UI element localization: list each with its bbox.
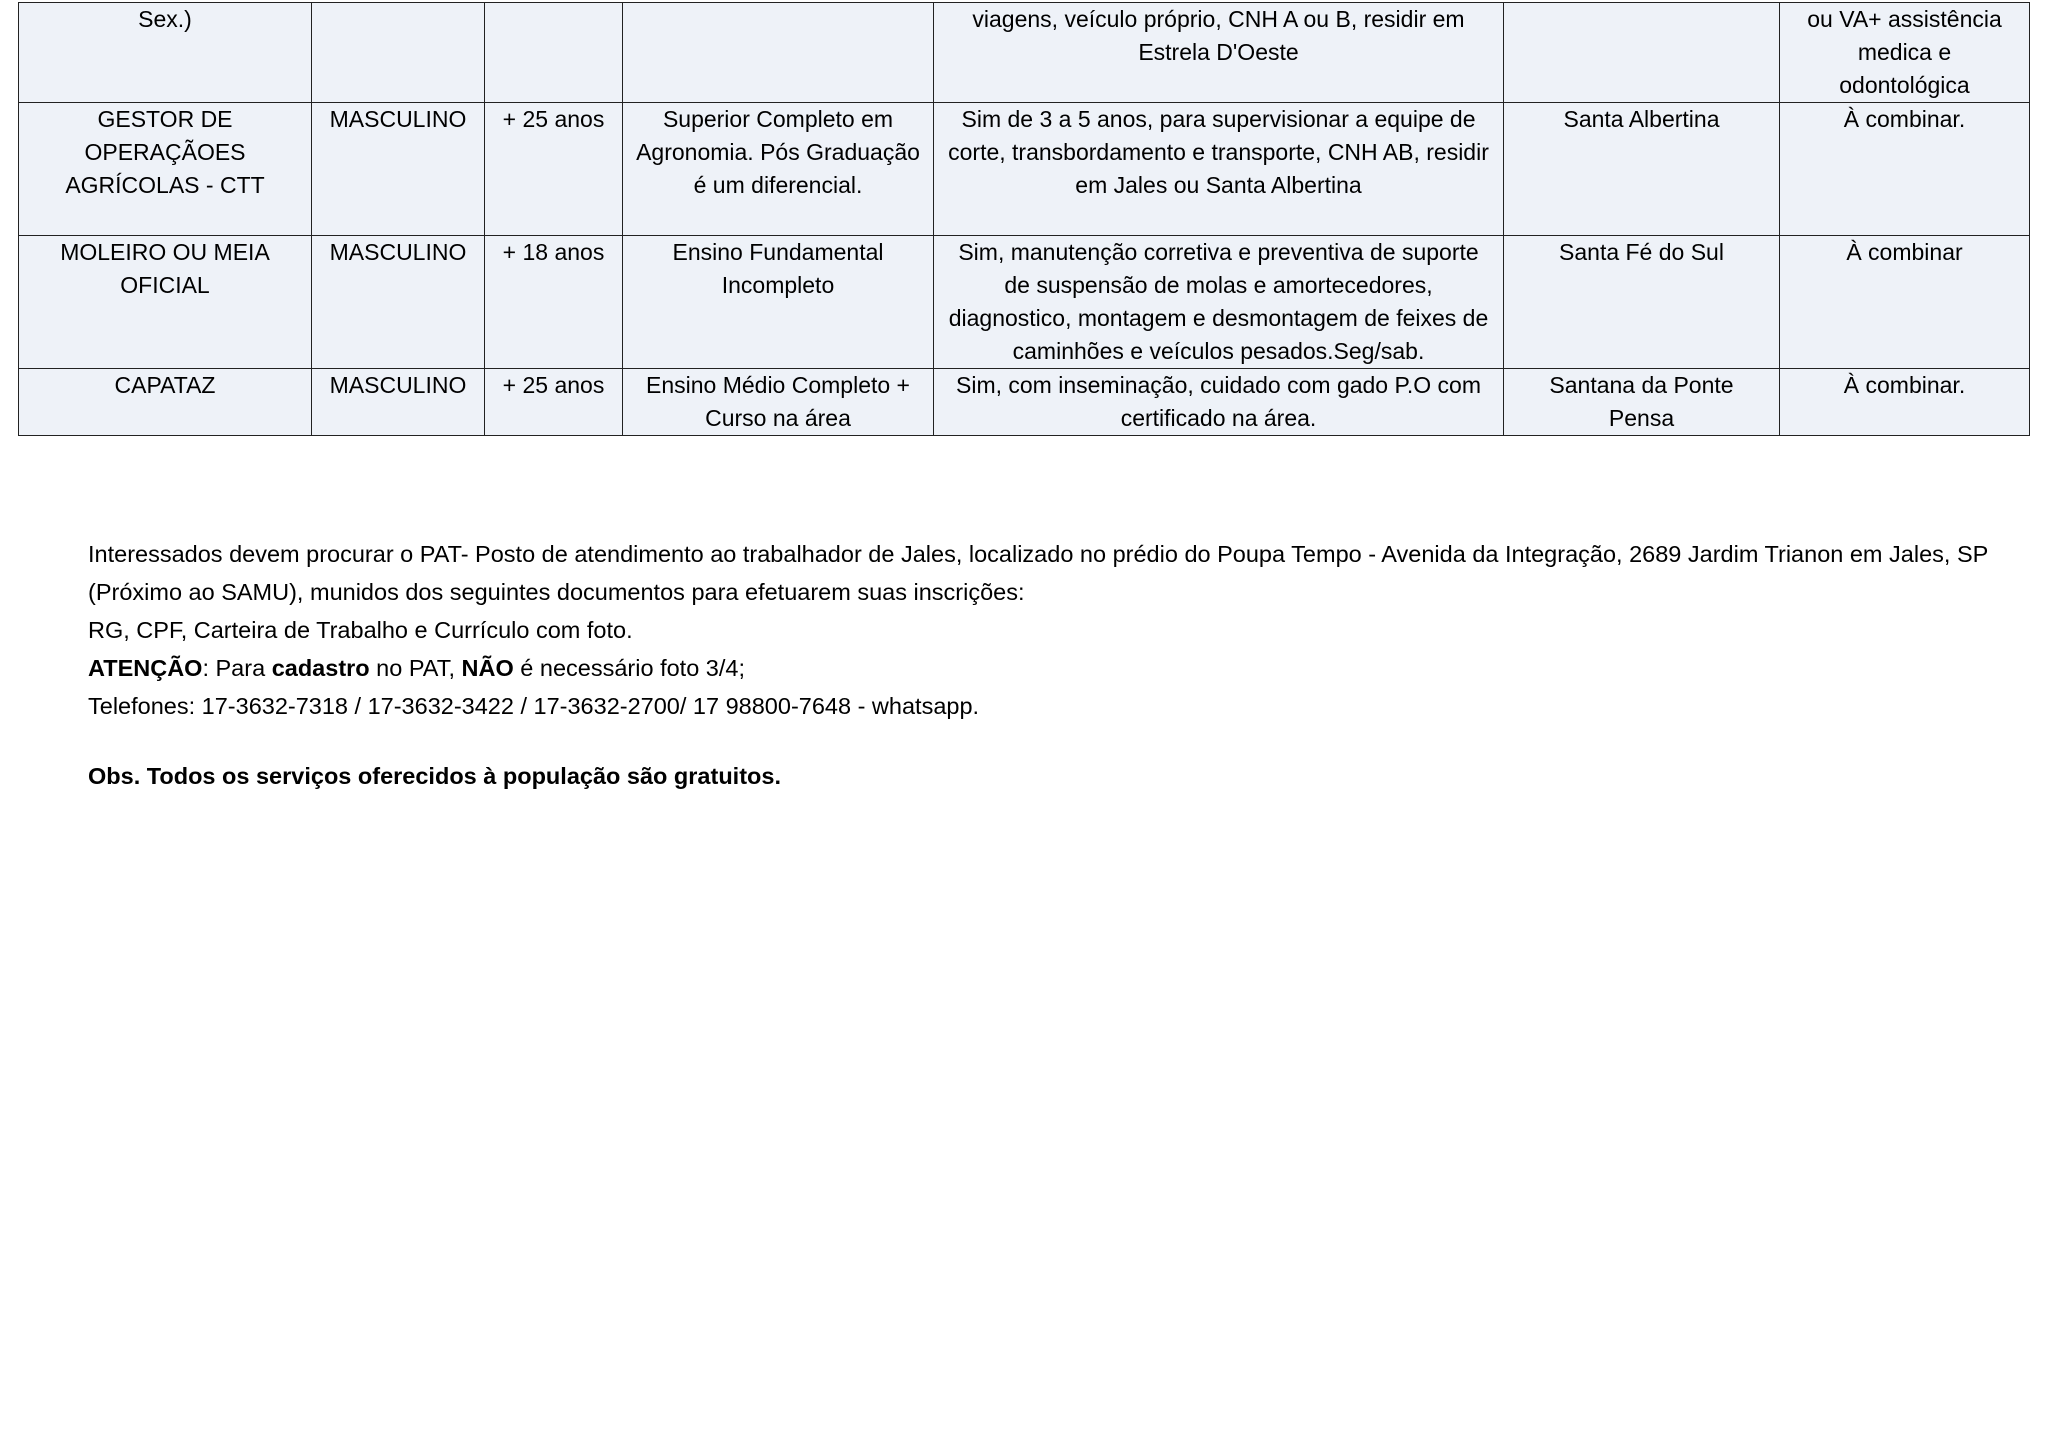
- cidade-cell: Santa Albertina: [1504, 103, 1780, 236]
- cargo-cell: Sex.): [19, 3, 312, 103]
- idade-cell: + 25 anos: [485, 369, 623, 436]
- cidade-cell: [1504, 3, 1780, 103]
- salario-cell: À combinar.: [1780, 369, 2030, 436]
- instructions-paragraph: Interessados devem procurar o PAT- Posto de atendimento ao trabalhador de Jales, localizado no prédio do Poupa Tempo - Avenida da Integração, 2689 Jardim Trianon em Jales, SP (Próximo ao SAMU), munidos dos seguintes documentos para efetuarem suas inscrições:: [88, 541, 1988, 605]
- attention-text: : Para: [202, 655, 272, 681]
- table-row: [19, 369, 2030, 436]
- table-row: [19, 103, 2030, 236]
- table-row: [19, 236, 2030, 369]
- idade-cell: [485, 3, 623, 103]
- sexo-cell: [312, 3, 485, 103]
- attention-bold-nao: NÃO: [461, 655, 514, 681]
- escolaridade-cell: Superior Completo em Agronomia. Pós Graduação é um diferencial.: [623, 103, 934, 236]
- idade-cell: + 25 anos: [485, 103, 623, 236]
- experiencia-cell: Sim de 3 a 5 anos, para supervisionar a equipe de corte, transbordamento e transporte, CNH AB, residir em Jales ou Santa Albertina: [934, 103, 1504, 236]
- cidade-cell: Santana da Ponte Pensa: [1504, 369, 1780, 436]
- job-listings-table: [18, 2, 2030, 436]
- salario-cell: À combinar: [1780, 236, 2030, 369]
- obs-line: [88, 757, 1988, 795]
- phones-line: Telefones: 17-3632-7318 / 17-3632-3422 / 17-3632-2700/ 17 98800-7648 - whatsapp.: [88, 693, 980, 719]
- spacer: [88, 725, 1988, 757]
- cargo-cell: CAPATAZ: [19, 369, 312, 436]
- attention-text: no PAT,: [369, 655, 462, 681]
- sexo-cell: MASCULINO: [312, 103, 485, 236]
- attention-text: é necessário foto 3/4;: [513, 655, 745, 681]
- attention-bold-cadastro: cadastro: [271, 655, 370, 681]
- cargo-cell: MOLEIRO OU MEIA OFICIAL: [19, 236, 312, 369]
- cargo-cell: GESTOR DE OPERAÇÃOES AGRÍCOLAS - CTT: [19, 103, 312, 236]
- escolaridade-cell: Ensino Médio Completo + Curso na área: [623, 369, 934, 436]
- escolaridade-cell: Ensino Fundamental Incompleto: [623, 236, 934, 369]
- salario-cell: À combinar.: [1780, 103, 2030, 236]
- escolaridade-cell: [623, 3, 934, 103]
- table-row: [19, 3, 2030, 103]
- experiencia-cell: Sim, manutenção corretiva e preventiva de suporte de suspensão de molas e amortecedores, diagnostico, montagem e desmontagem de feixes de caminhões e veículos pesados.Seg/sab.: [934, 236, 1504, 369]
- documents-line: RG, CPF, Carteira de Trabalho e Currículo com foto.: [88, 617, 633, 643]
- salario-cell: ou VA+ assistência medica e odontológica: [1780, 3, 2030, 103]
- idade-cell: + 18 anos: [485, 236, 623, 369]
- attention-line: [88, 649, 1988, 687]
- sexo-cell: MASCULINO: [312, 369, 485, 436]
- attention-label: ATENÇÃO: [88, 655, 203, 681]
- experiencia-cell: Sim, com inseminação, cuidado com gado P.O com certificado na área.: [934, 369, 1504, 436]
- info-section: [88, 535, 1988, 795]
- sexo-cell: MASCULINO: [312, 236, 485, 369]
- obs-text: Obs. Todos os serviços oferecidos à população são gratuitos.: [88, 763, 781, 789]
- cidade-cell: Santa Fé do Sul: [1504, 236, 1780, 369]
- experiencia-cell: viagens, veículo próprio, CNH A ou B, residir em Estrela D'Oeste: [934, 3, 1504, 103]
